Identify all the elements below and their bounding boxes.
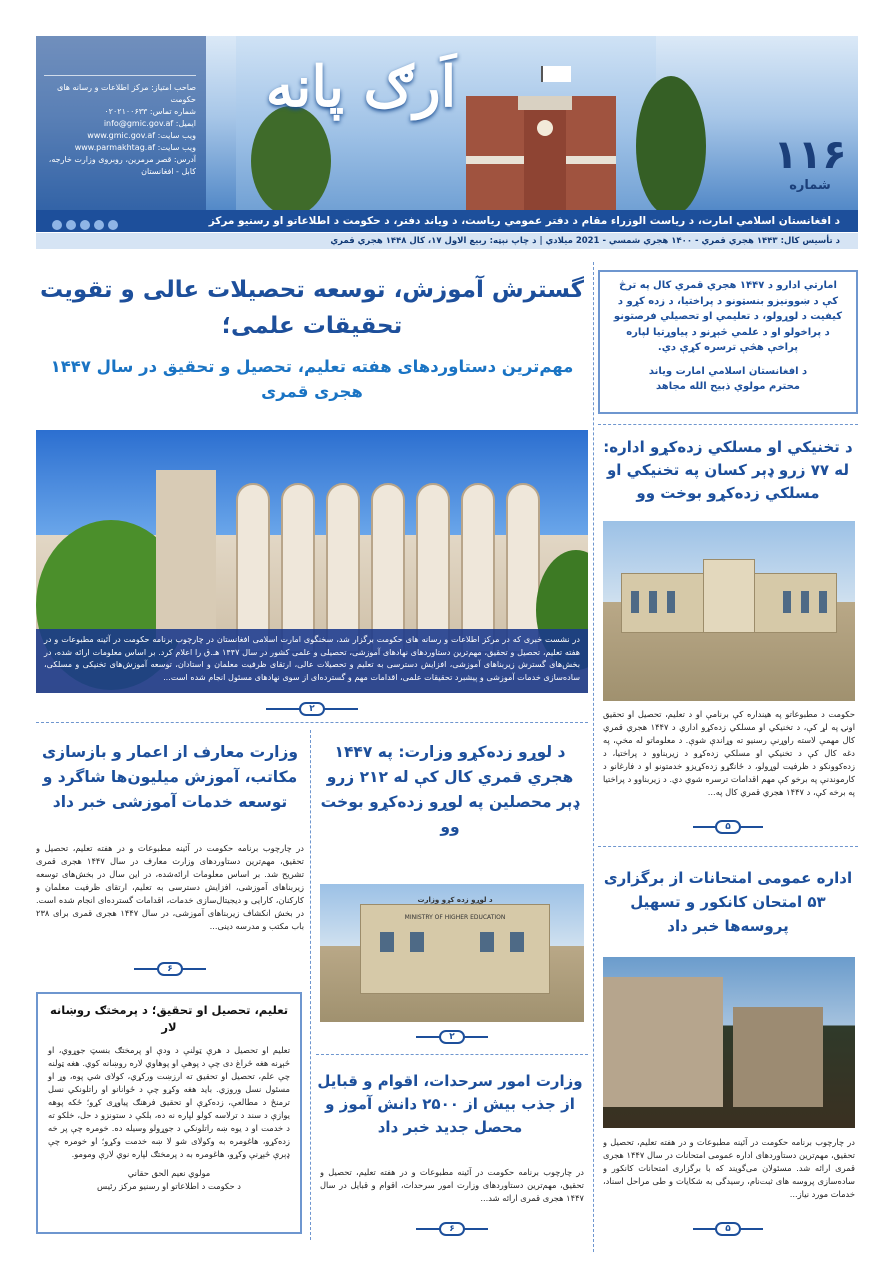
- section-divider: [598, 846, 858, 847]
- band-text: د افغانستان اسلامي امارت، د ریاست الوزراء مقام د دفتر عمومي ریاست، د ویاند دفتر، د حکومت د اطلاعاتو او رسنیو مرکز: [208, 215, 840, 227]
- info-line: شماره تماس: ۰۲۰۲۱۰۰۶۳۳: [104, 107, 196, 116]
- info-line: صاحب امتیاز: مرکز اطلاعات و رسانه های: [57, 83, 196, 92]
- info-line: کابل - افغانستان: [141, 167, 196, 176]
- clock-icon: [537, 120, 553, 136]
- sign-text: MINISTRY OF HIGHER EDUCATION: [404, 914, 506, 921]
- info-line: آدرس: قصر مرمرین، روبروی وزارت خارجه،: [48, 155, 196, 164]
- story-title[interactable]: وزارت امور سرحدات، اقوام و قبایل از جذب بیش از ۲۵۰۰ دانش آموز و محصل جدید خبر داد: [317, 1072, 583, 1136]
- page-ref[interactable]: [603, 820, 855, 834]
- editorial-signature: [48, 1167, 290, 1193]
- lead-subtitle-line: هجری قمری: [261, 382, 363, 401]
- story-title[interactable]: د لوړو زده‌کړو وزارت: په ۱۴۴۷ هجري قمري کال کې له ۲۱۲ زرو ډېر محصلین په لوړو زده‌کړو بوخت وو: [320, 743, 580, 836]
- page-ref-badge[interactable]: ۲: [439, 1030, 465, 1044]
- info-website[interactable]: ویب سایت: www.parmakhtag.af: [74, 143, 196, 152]
- story-body: در چارچوب برنامه حکومت در آئینه مطبوعات و در هفته تعلیم، تحصیل و تحقیق، مهم‌ترین دستاوردهای اداره عمومی امتحانات در سال ۱۴۴۷ هجری قمری ارائه شد. مسئولان می‌گویند که با برگزاری امتحانات کانکور و ساده‌سازی پروسه های ثبت‌نام، رسیدگی به شکایات و طی مراحل اسناد، خدمات مورد نیاز...: [603, 1137, 855, 1199]
- section-divider: [316, 1054, 588, 1055]
- editorial-title: تعلیم، تحصیل او تحقیق؛ د پرمختګ روښانه لار: [49, 1003, 289, 1034]
- info-line: حکومت: [170, 95, 196, 104]
- masthead-logo: اَرګ پانه: [265, 54, 457, 120]
- page-ref-badge[interactable]: ۶: [439, 1222, 465, 1236]
- info-website[interactable]: ویب سایت: www.gmic.gov.af: [87, 131, 196, 140]
- editorial-author-title: د حکومت د اطلاعاتو او رسنیو مرکز رئیس: [97, 1181, 241, 1191]
- story-body: حکومت د مطبوعاتو په هینداره کې برنامې او د تعلیم، تحصیل او تحقیق اونۍ په لړ کې، د تخنیکي او مسلکي زده‌کړو اداري د ۱۴۴۷ هجري قمري کال مهمې لاسته راوړنې رسنیو ته وړاندې شوې. د معلوماتو له مخې، په دغه کال کې د تخنیکي او مسلکي زده‌کړو د زیربناوو د پراختیا، د زده‌کوونکو د ظرفیت لوړولو، د ځانګړو زده‌کړیزو خدمتونو او د فارغانو د کارموندنې په برخو کې مهم اقدامات ترسره شوي دي. د زیربناوو د پراختیا په برخه کې، د ۱۴۴۷ هجري قمري کال په...: [603, 709, 855, 797]
- lead-title-line: تحقیقات علمی؛: [221, 313, 403, 339]
- section-divider: [598, 424, 858, 425]
- story-title[interactable]: وزارت معارف از اعمار و بازسازی مکاتب، آموزش میلیون‌ها شاگرد و توسعه خدمات آموزشی خبر داد: [41, 743, 299, 811]
- quote-text: امارتي ادارو د ۱۴۴۷ هجري قمري کال په ترڅ کې د ښوونیزو بنسټونو د پراختیا، د زده کړو د کیفیت د لوړولو، د تعلیمي او تحصیلي فرصتونو د پراخولو او د علمي څېړنو د پیاوړتیا لپاره پراخې هڅې ترسره کړې دي.: [613, 280, 843, 353]
- story-photo: [603, 521, 855, 701]
- masthead-band: [36, 210, 858, 232]
- sign-title: د لوړو زده کړو وزارت: [417, 896, 493, 904]
- dots-decoration: [48, 216, 118, 232]
- page-ref[interactable]: [36, 702, 588, 716]
- masthead-info: [36, 36, 206, 214]
- lead-title-line: گسترش آموزش، توسعه تحصیلات عالی و تقویت: [39, 277, 585, 303]
- quote-author: [610, 364, 846, 394]
- lead-subtitle: [36, 354, 588, 404]
- info-email[interactable]: ایمیل: info@gmic.gov.af: [103, 119, 196, 128]
- editorial-author: مولوي نعیم الحق حقاني: [127, 1168, 211, 1178]
- tree-right: [636, 76, 706, 214]
- masthead: [36, 36, 858, 214]
- page-ref-badge[interactable]: ۵: [715, 1222, 741, 1236]
- story-body: در چارچوب برنامه حکومت در آئینه مطبوعات و در هفته تعلیم، تحصیل و تحقیق، مهم‌ترین دستاوردهای وزارت امور سرحدات، اقوام و قبایل در سال ۱۴۴۷ هجری قمری ارائه شد...: [320, 1167, 584, 1203]
- quote-author-title: د افغانستان اسلامي امارت ویاند: [648, 365, 808, 377]
- page-ref[interactable]: [36, 962, 304, 976]
- issue-block: [762, 36, 858, 214]
- story-photo: [603, 957, 855, 1128]
- clock-tower: [524, 106, 566, 214]
- quote-box: [598, 270, 858, 414]
- column-divider: [310, 730, 311, 1240]
- flag-icon: [541, 66, 571, 82]
- story-photo: [320, 884, 584, 1022]
- lead-title[interactable]: [36, 272, 588, 344]
- lead-subtitle-line: مهم‌ترین دستاوردهای هفته تعلیم، تحصیل و تحقیق در سال ۱۴۴۷: [50, 357, 574, 376]
- column-divider: [593, 262, 594, 1252]
- page-ref[interactable]: [320, 1222, 584, 1236]
- masthead-dates: د تأسیس کال: ۱۴۴۳ هجري قمري - ۱۴۰۰ هجري شمسي - 2021 میلادي | د چاپ نېټه: ربیع الاول ۱۷، کال ۱۴۴۸ هجري قمري: [36, 233, 858, 249]
- quote-author-name: محترم مولوي ذبیح الله مجاهد: [656, 380, 800, 392]
- page-ref[interactable]: [320, 1030, 584, 1044]
- section-divider: [36, 722, 588, 723]
- issue-number: ۱۱۶: [773, 132, 847, 178]
- page-ref-badge[interactable]: ۲: [299, 702, 325, 716]
- tree-left: [251, 106, 331, 214]
- editorial-body: تعلیم او تحصیل د هرې ټولنې د ودې او پرمختګ بنسټ جوړوي، او څېړنه هغه څراغ دی چې د پوهې او پوهاوي لاره روښانه کوي. هغه ټولنه چې علم، تحصیل او تحقیق ته ارزښت ورکړي، کولای شي پوه، وړ او مسئول نسل وروزي. باید هغه وکړو چې د ځوانانو او راتلونکي نسل ترمنځ د مطالعې، زده‌کړې او تحقیق فرهنګ پیاوړی کړو؛ ځکه پوهه یوازې د سند د ترلاسه کولو لپاره نه ده، بلکې د ستونزو د حل، خلکو ته د خدمت او د یوه ښه راتلونکي د جوړولو وسیله ده. خومره چې پر خه زده‌کړو، هاغومره به وکولای شو لا ښه خدمت وکړو؛ او خومره چې ډېرې څېړنې وکړو، هاغومره به د پرمختګ لپاره نوي لارې ومومو.: [48, 1045, 290, 1159]
- page-ref-badge[interactable]: ۶: [157, 962, 183, 976]
- issue-label: شماره: [789, 178, 831, 193]
- page-ref-badge[interactable]: ۵: [715, 820, 741, 834]
- editorial-box: [36, 992, 302, 1234]
- story-title[interactable]: د تخنیکي او مسلکي زده‌کړو اداره: له ۷۷ زرو ډېر کسان په تخنیکي او مسلکي زده‌کړو بوخت وو: [603, 438, 853, 502]
- story-title[interactable]: اداره عمومی امتحانات از برگزاری ۵۳ امتحان کانکور و تسهیل پروسه‌ها خبر داد: [603, 869, 853, 935]
- story-body: در چارچوب برنامه حکومت در آئینه مطبوعات و در هفته تعلیم، تحصیل و تحقیق، مهم‌ترین دستاوردهای وزارت معارف در سال ۱۴۴۷ هجری قمری تشریح شد. بر اساس معلومات ارائه‌شده، در این سال در بخش‌های توسعه زیربناهای آموزشی، افزایش دسترسی به تعلیم، ارتقای ظرفیت معلمان و کارکنان، کارایی و دیجیتال‌سازی خدمات، اقدامات گسترده‌ای انجام شده است. در بخش انکشاف زیربناهای آموزشی، در سال ۱۴۴۷ هجری قمری برای ۲۳۸ باب مکتب و مدرسه دینی...: [36, 843, 304, 931]
- page-ref[interactable]: [603, 1222, 855, 1236]
- lead-caption: در نشست خبری که در مرکز اطلاعات و رسانه های حکومت برگزار شد، سخنگوی امارت اسلامی افغانستان در چارچوب برنامه حکومت در آئینه مطبوعات و در هفته تعلیم، تحصیل و تحقیق، مهم‌ترین دستاوردهای نهادهای آموزشی، تحصیلی و علمی کشور در سال ۱۴۴۷ هـ.ق را اعلام کرد. بر اساس معلومات ارائه شده، در بخش‌های گسترش زیربناهای آموزشی، افزایش دسترسی به تعلیم و تحصیلات عالی، ارتقای ظرفیت معلمان و استادان، توسعه آموزش‌های تخنیکی و مسلکی، ساده‌سازی خدمات آموزشی و پیشبرد تحقیقات علمی، اقدامات مهم و گسترده‌ای از سوی نهادهای مسئول انجام شده است...: [36, 629, 588, 693]
- ornament-divider: [44, 66, 196, 76]
